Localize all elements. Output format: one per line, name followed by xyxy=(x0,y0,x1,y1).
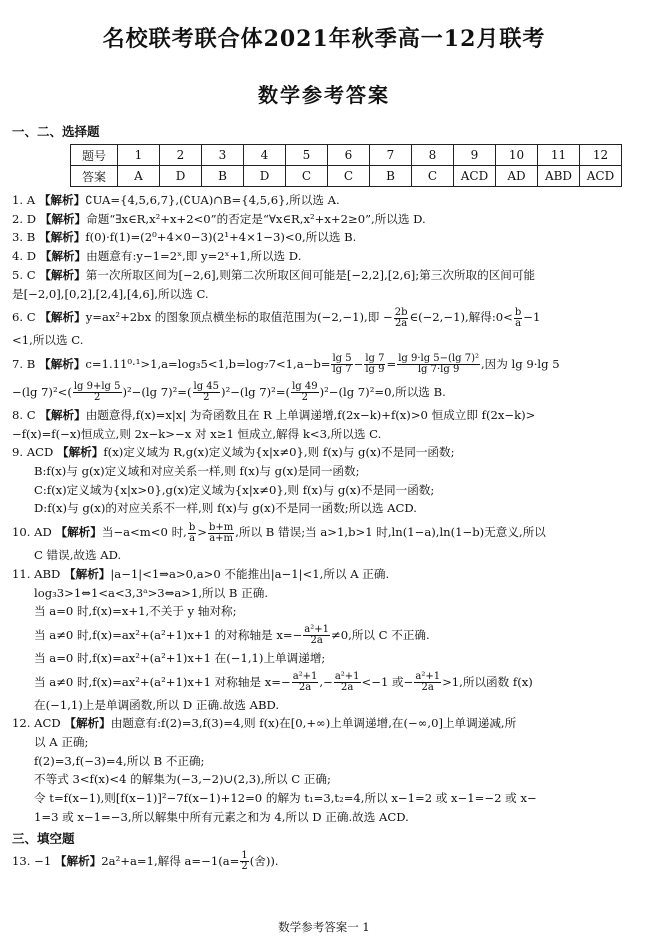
question-9-option-c: C:f(x)定义域为{x|x>0},g(x)定义域为{x|x≠0},则 f(x)与 g(x)不是同一函数; xyxy=(34,482,435,497)
denominator: lg 7 xyxy=(332,364,352,376)
denominator: 2 xyxy=(301,392,308,404)
numerator: b xyxy=(188,521,196,533)
question-text: 当 a≠0 时,f(x)=ax²+(a²+1)x+1 的对称轴是 x=− xyxy=(34,627,303,642)
question-text: ,− xyxy=(319,674,333,689)
question-7-continued xyxy=(12,378,636,406)
table-cell: ABD xyxy=(538,166,580,187)
table-cell: A xyxy=(118,166,160,187)
table-cell: 7 xyxy=(370,145,412,166)
numerator: a²+1 xyxy=(334,671,360,683)
fraction xyxy=(331,354,352,375)
question-text: 由题意得,f(x)=x|x| 为奇函数且在 R 上单调递增,f(2x−k)+f(x)>0 恒成立即 f(2x−k)> xyxy=(85,407,536,422)
question-number: 8. C xyxy=(12,407,36,422)
table-cell: 10 xyxy=(496,145,538,166)
numerator: lg 9·lg 5−(lg 7)² xyxy=(398,353,479,365)
analysis-tag: 【解析】 xyxy=(54,853,102,868)
question-text: )²−(lg 7)²=0,所以选 B. xyxy=(319,384,446,399)
question-9-option-d: D:f(x)与 g(x)的对应关系不一样,则 f(x)与 g(x)不是同一函数;所以选 ACD. xyxy=(34,501,417,516)
table-cell: C xyxy=(328,166,370,187)
analysis-tag: 【解析】 xyxy=(55,525,102,540)
table-cell: 11 xyxy=(538,145,580,166)
numerator: 2b xyxy=(394,306,408,318)
table-cell: ACD xyxy=(580,166,622,187)
question-text: f(0)·f(1)=(2⁰+4×0−3)(2¹+4×1−3)<0,所以选 B. xyxy=(85,230,357,245)
denominator: 2a xyxy=(341,682,354,694)
question-text: −(lg 7)²<( xyxy=(12,384,72,399)
fraction xyxy=(303,625,330,646)
question-6-continued: <1,所以选 C. xyxy=(12,333,84,348)
question-4 xyxy=(12,247,636,266)
fraction xyxy=(208,523,234,544)
question-2 xyxy=(12,210,636,229)
question-number: 2. D xyxy=(12,211,37,226)
table-cell: 4 xyxy=(244,145,286,166)
table-cell: B xyxy=(202,166,244,187)
question-text: 第一次所取区间为[−2,6],则第二次所取区间可能是[−2,2],[2,6];第三次所取的区间可能 xyxy=(85,267,536,282)
fraction xyxy=(397,354,480,375)
table-cell: 3 xyxy=(202,145,244,166)
question-12-line-5: 令 t=f(x−1),则[f(x−1)]²−7f(x−1)+12=0 的解为 t₁=3,t₂=4,所以 x−1=2 或 x−1=−2 或 x− xyxy=(34,791,537,806)
denominator: 2a xyxy=(421,682,434,694)
question-text: )²−(lg 7)²=( xyxy=(221,384,291,399)
question-text: −1 xyxy=(523,310,541,325)
question-number: 10. AD xyxy=(12,525,52,540)
numerator: lg 45 xyxy=(193,381,220,393)
question-11-line-2: log₃3>1⇔1<a<3,3ᵃ>3⇔a>1,所以 B 正确. xyxy=(34,585,269,600)
numerator: a²+1 xyxy=(304,624,330,636)
question-10 xyxy=(12,518,636,546)
question-text: 由题意有:y−1=2ˣ,即 y=2ˣ+1,所以选 D. xyxy=(86,249,302,264)
denominator: a+m xyxy=(209,532,234,544)
fraction xyxy=(240,851,248,872)
denominator: a xyxy=(515,317,522,329)
fraction xyxy=(514,308,522,329)
question-text: ∁UA={4,5,6,7},(∁UA)∩B={4,5,6},所以选 A. xyxy=(85,193,340,207)
question-number: 7. B xyxy=(12,356,36,371)
table-header-cell: 答案 xyxy=(71,166,118,187)
question-number: 6. C xyxy=(12,310,36,325)
question-12-line-3: f(2)=3,f(−3)=4,所以 B 不正确; xyxy=(34,753,205,768)
numerator: lg 5 xyxy=(332,353,352,365)
question-8 xyxy=(12,406,636,425)
fraction xyxy=(334,672,361,693)
table-cell: 1 xyxy=(118,145,160,166)
question-11-line-3: 当 a=0 时,f(x)=x+1,不关于 y 轴对称; xyxy=(34,604,237,619)
analysis-tag: 【解析】 xyxy=(39,249,87,264)
question-7 xyxy=(12,350,636,378)
question-text: ∈(−2,−1),解得:0< xyxy=(409,310,513,325)
analysis-tag: 【解析】 xyxy=(39,407,86,422)
question-text: ,因为 lg 9·lg 5 xyxy=(481,356,560,371)
question-13 xyxy=(12,847,636,875)
table-cell: C xyxy=(412,166,454,187)
denominator: a xyxy=(189,532,196,544)
analysis-tag: 【解析】 xyxy=(56,445,104,460)
analysis-tag: 【解析】 xyxy=(39,211,87,226)
denominator: 2 xyxy=(241,861,248,873)
denominator: 2a xyxy=(310,635,323,647)
question-3 xyxy=(12,228,636,247)
table-cell: D xyxy=(244,166,286,187)
question-12-line-2: 以 A 正确; xyxy=(34,735,89,750)
question-text: ,所以 B 错误;当 a>1,b>1 时,ln(1−a),ln(1−b)无意义,所以 xyxy=(235,525,546,540)
fraction xyxy=(394,308,409,329)
question-text: 2a²+a=1,解得 a=−1(a= xyxy=(101,853,240,868)
table-cell: AD xyxy=(496,166,538,187)
page-subtitle: 数学参考答案 xyxy=(258,83,390,107)
page-footer: 数学参考答案一 1 xyxy=(278,920,370,934)
table-cell: D xyxy=(160,166,202,187)
question-text: c=1.11⁰·¹>1,a=log₃5<1,b=log₇7<1,a−b= xyxy=(85,356,331,371)
question-6 xyxy=(12,303,636,331)
numerator: b xyxy=(514,306,522,318)
numerator: lg 49 xyxy=(292,381,318,393)
question-10-continued: C 错误,故选 AD. xyxy=(34,548,122,563)
question-5 xyxy=(12,266,636,285)
question-number: 1. A xyxy=(12,193,36,207)
numerator: 1 xyxy=(241,850,248,862)
fraction xyxy=(364,354,385,375)
table-cell: 9 xyxy=(454,145,496,166)
operator: − xyxy=(353,356,364,371)
question-11-line-4 xyxy=(12,621,636,649)
fraction xyxy=(193,382,221,403)
question-number: 12. ACD xyxy=(12,716,61,731)
question-text: (舍)). xyxy=(249,853,279,868)
question-8-continued: −f(x)=f(−x)恒成立,则 2x−k>−x 对 x≥1 恒成立,解得 k<3,所以选 C. xyxy=(12,426,382,441)
question-text: <−1 或− xyxy=(361,674,414,689)
section-heading-fill: 三、填空题 xyxy=(12,830,75,846)
question-1 xyxy=(12,191,636,210)
denominator: 2 xyxy=(203,392,210,404)
question-12 xyxy=(12,714,636,733)
question-number: 5. C xyxy=(12,267,36,282)
question-text: |a−1|<1⇒a>0,a>0 不能推出|a−1|<1,所以 A 正确. xyxy=(110,566,390,581)
question-number: 9. ACD xyxy=(12,445,54,460)
question-text: ≠0,所以 C 不正确. xyxy=(331,627,430,642)
answer-page xyxy=(0,22,648,947)
question-number: 4. D xyxy=(12,249,37,264)
question-12-line-6: 1=3 或 x−1=−3,所以解集中所有元素之和为 4,所以 D 正确.故选 ACD. xyxy=(34,809,409,824)
table-cell: 8 xyxy=(412,145,454,166)
denominator: lg 9 xyxy=(365,364,385,376)
question-text: >1,所以函数 f(x) xyxy=(442,674,533,689)
table-cell: 2 xyxy=(160,145,202,166)
analysis-tag: 【解析】 xyxy=(64,566,111,581)
numerator: lg 9+lg 5 xyxy=(73,381,121,393)
exam-title: 名校联考联合体2021年秋季高一12月联考 xyxy=(102,26,546,52)
question-number: 13. −1 xyxy=(12,853,52,868)
analysis-tag: 【解析】 xyxy=(38,230,86,245)
question-11 xyxy=(12,565,636,584)
table-row-numbers xyxy=(71,145,622,166)
analysis-tag: 【解析】 xyxy=(39,310,86,325)
analysis-tag: 【解析】 xyxy=(64,716,111,731)
denominator: 2 xyxy=(93,392,101,404)
table-header-cell: 题号 xyxy=(71,145,118,166)
question-9-option-b: B:f(x)与 g(x)定义域和对应关系一样,则 f(x)与 g(x)是同一函数; xyxy=(34,464,360,479)
question-text: y=ax²+2bx 的图象顶点横坐标的取值范围为(−2,−1),即 − xyxy=(85,310,393,325)
section-heading-choice: 一、二、选择题 xyxy=(12,124,100,139)
numerator: lg 7 xyxy=(365,353,385,365)
numerator: b+m xyxy=(208,521,234,533)
table-cell: 6 xyxy=(328,145,370,166)
table-cell: C xyxy=(286,166,328,187)
question-text: 由题意有:f(2)=3,f(3)=4,则 f(x)在[0,+∞)上单调递增,在(−∞,0]上单调递减,所 xyxy=(110,716,517,731)
question-5-continued: 是[−2,0],[0,2],[2,4],[4,6],所以选 C. xyxy=(12,286,209,301)
numerator: a²+1 xyxy=(292,671,318,683)
question-11-line-7: 在(−1,1)上是单调函数,所以 D 正确.故选 ABD. xyxy=(34,697,280,712)
fraction xyxy=(291,382,319,403)
operator: > xyxy=(197,525,207,540)
question-number: 11. ABD xyxy=(12,566,61,581)
question-11-line-6 xyxy=(12,668,636,696)
denominator: lg 7·lg 9 xyxy=(417,364,460,376)
table-row-answers xyxy=(71,166,622,187)
table-cell: ACD xyxy=(454,166,496,187)
question-text: f(x)定义域为 R,g(x)定义域为{x|x≠0},则 f(x)与 g(x)不是同一函数; xyxy=(103,445,455,460)
fraction xyxy=(414,672,441,693)
fraction xyxy=(292,672,319,693)
denominator: 2a xyxy=(394,317,408,329)
question-11-line-5: 当 a=0 时,f(x)=ax²+(a²+1)x+1 在(−1,1)上单调递增; xyxy=(34,650,326,665)
question-text: 当 a≠0 时,f(x)=ax²+(a²+1)x+1 对称轴是 x=− xyxy=(34,674,291,689)
fraction xyxy=(188,523,196,544)
question-9 xyxy=(12,443,636,462)
operator: = xyxy=(386,356,397,371)
analysis-tag: 【解析】 xyxy=(38,356,86,371)
denominator: 2a xyxy=(298,682,312,694)
numerator: a²+1 xyxy=(415,671,441,683)
question-number: 3. B xyxy=(12,230,36,245)
question-12-line-4: 不等式 3<f(x)<4 的解集为(−3,−2)∪(2,3),所以 C 正确; xyxy=(34,772,331,787)
question-text: 命题“∃x∈R,x²+x+2<0”的否定是“∀x∈R,x²+x+2≥0”,所以选 D. xyxy=(86,211,426,226)
table-cell: 5 xyxy=(286,145,328,166)
question-text: 当−a<m<0 时, xyxy=(101,525,187,540)
table-cell: B xyxy=(370,166,412,187)
fraction xyxy=(73,382,122,403)
analysis-tag: 【解析】 xyxy=(38,193,86,207)
answer-table xyxy=(70,144,622,187)
analysis-tag: 【解析】 xyxy=(39,267,86,282)
table-cell: 12 xyxy=(580,145,622,166)
question-text: )²−(lg 7)²=( xyxy=(122,384,192,399)
